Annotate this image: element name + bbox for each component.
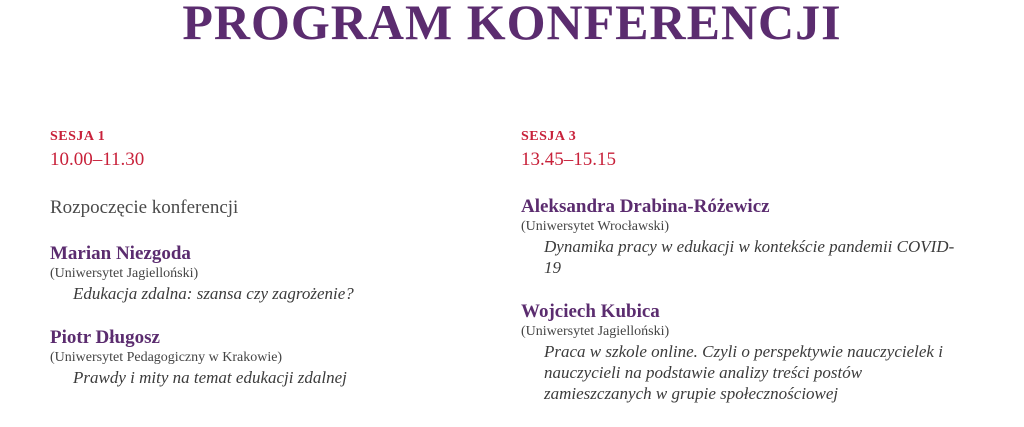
talk-entry xyxy=(521,196,1001,278)
session-time: 10.00–11.30 xyxy=(50,149,145,170)
session-opening: Rozpoczęcie konferencji xyxy=(50,197,239,218)
speaker-affiliation: (Uniwersytet Wrocławski) xyxy=(521,219,670,234)
talk-title: Praca w szkole online. Czyli o perspektywie nauczycielek i nauczycieli na podstawie analizy treści postów zamieszczanych w grupie społecznościowej xyxy=(544,342,943,403)
session-column-left xyxy=(50,128,490,388)
speaker-name: Wojciech Kubica xyxy=(521,301,660,322)
session-label: SESJA 1 xyxy=(50,129,106,144)
page-title: PROGRAM KONFERENCJI xyxy=(182,0,842,50)
talk-title: Dynamika pracy w edukacji w kontekście pandemii COVID-19 xyxy=(544,237,955,277)
talk-title: Edukacja zdalna: szansa czy zagrożenie? xyxy=(73,284,354,303)
talk-entry xyxy=(50,327,490,388)
talk-entry xyxy=(521,301,1001,404)
session-time: 13.45–15.15 xyxy=(521,149,616,170)
speaker-name: Aleksandra Drabina-Różewicz xyxy=(521,196,770,217)
speaker-affiliation: (Uniwersytet Jagielloński) xyxy=(50,266,199,281)
speaker-affiliation: (Uniwersytet Pedagogiczny w Krakowie) xyxy=(50,350,283,365)
session-label: SESJA 3 xyxy=(521,129,577,144)
speaker-name: Marian Niezgoda xyxy=(50,243,191,264)
speaker-name: Piotr Długosz xyxy=(50,327,160,348)
session-column-right xyxy=(521,128,1001,404)
speaker-affiliation: (Uniwersytet Jagielloński) xyxy=(521,324,670,339)
talk-entry xyxy=(50,243,490,304)
talk-title: Prawdy i mity na temat edukacji zdalnej xyxy=(73,368,347,387)
